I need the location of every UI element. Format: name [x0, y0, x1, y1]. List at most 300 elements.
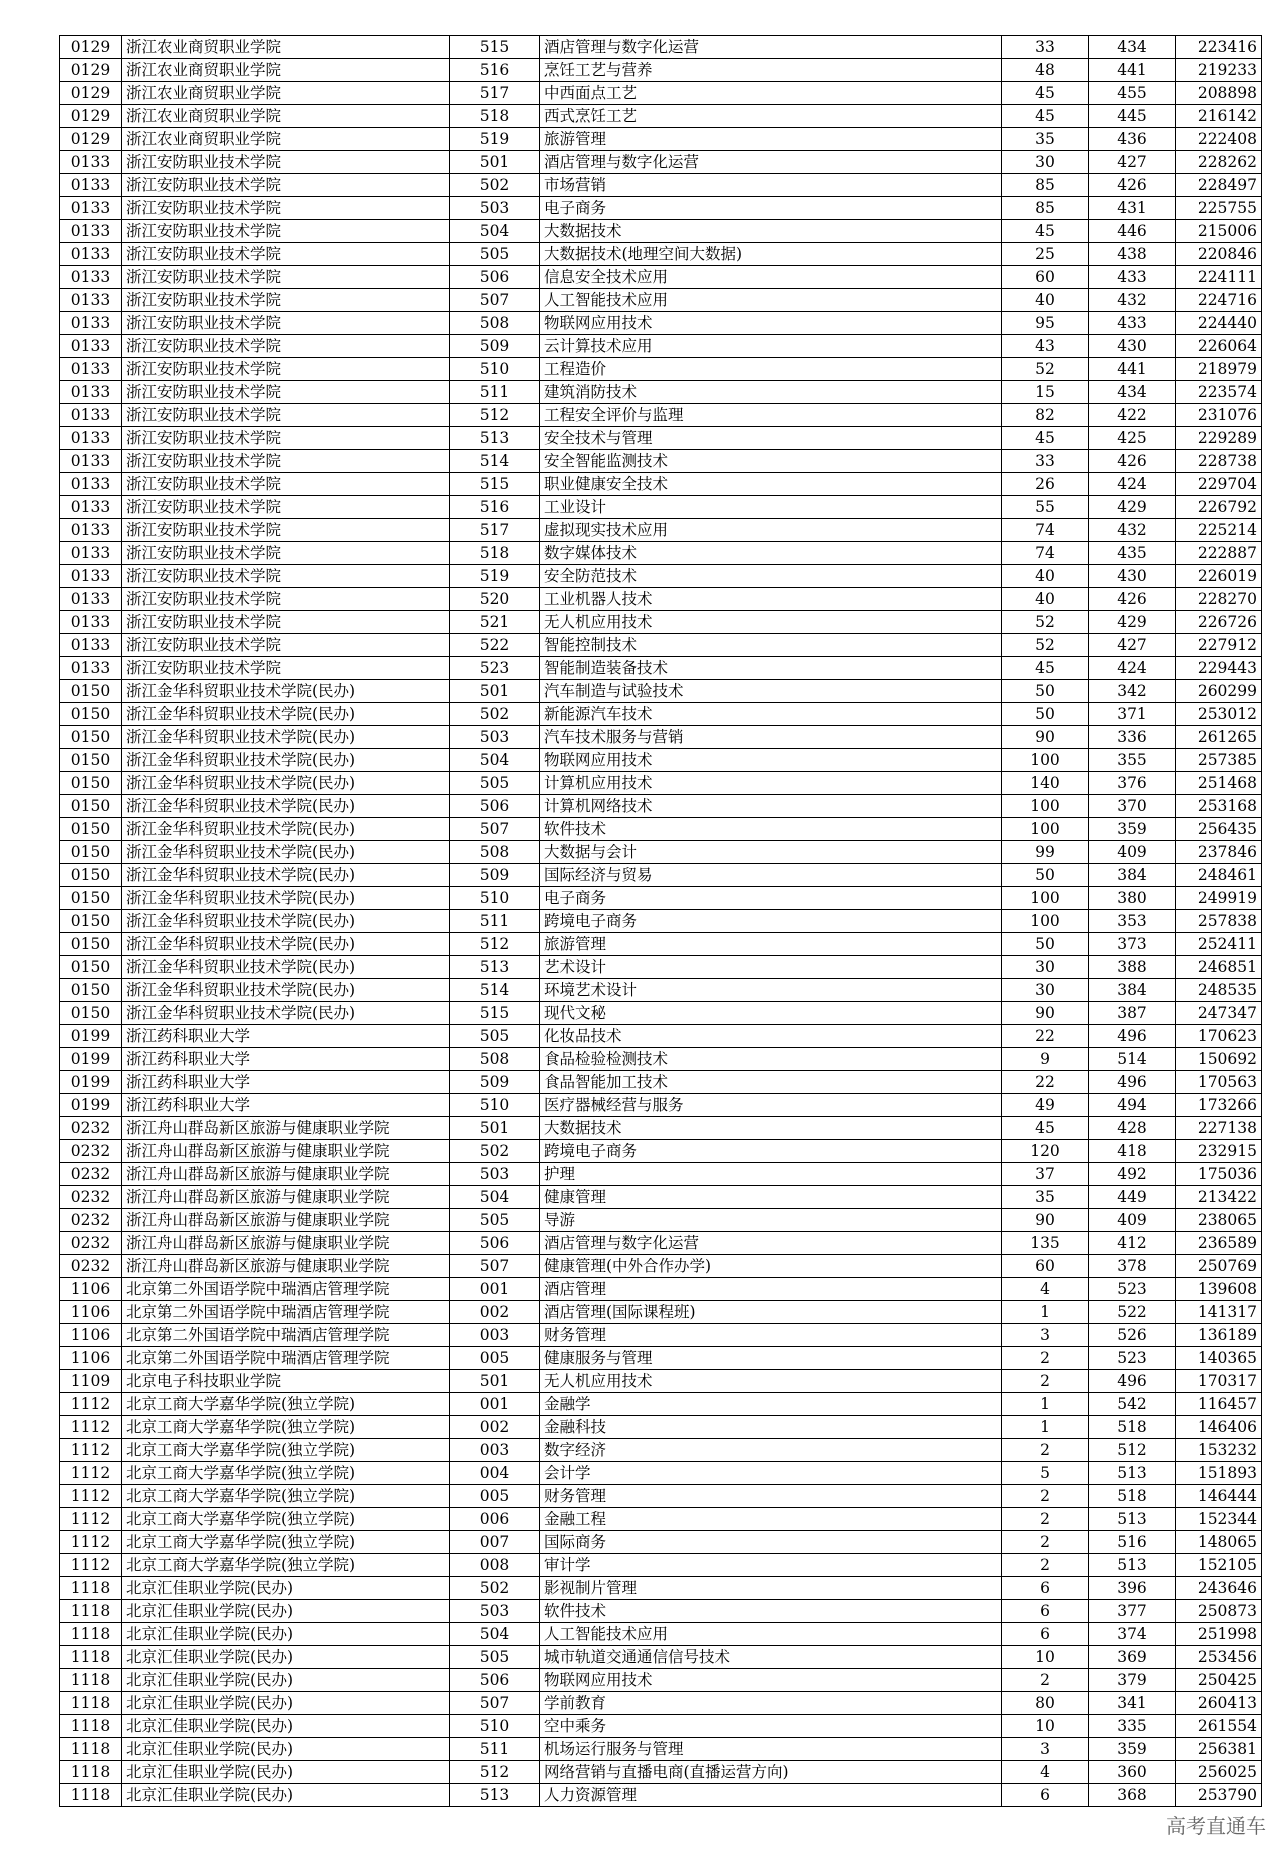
- min-rank-cell: 256435: [1176, 818, 1262, 841]
- school-code-cell: 1106: [60, 1301, 122, 1324]
- table-row: [60, 1025, 1262, 1048]
- table-row: [60, 151, 1262, 174]
- major-name-cell: 机场运行服务与管理: [540, 1738, 1002, 1761]
- plan-count-cell: 90: [1002, 726, 1089, 749]
- school-code-cell: 0133: [60, 542, 122, 565]
- major-name-cell: 酒店管理与数字化运营: [540, 1232, 1002, 1255]
- major-name-cell: 工程造价: [540, 358, 1002, 381]
- school-name-cell: 浙江金华科贸职业技术学院(民办): [122, 818, 450, 841]
- min-rank-cell: 116457: [1176, 1393, 1262, 1416]
- major-code-cell: 510: [450, 1715, 540, 1738]
- school-code-cell: 1112: [60, 1416, 122, 1439]
- min-score-cell: 370: [1089, 795, 1176, 818]
- plan-count-cell: 40: [1002, 289, 1089, 312]
- plan-count-cell: 2: [1002, 1439, 1089, 1462]
- plan-count-cell: 60: [1002, 266, 1089, 289]
- school-code-cell: 1118: [60, 1646, 122, 1669]
- school-name-cell: 北京汇佳职业学院(民办): [122, 1623, 450, 1646]
- major-code-cell: 506: [450, 266, 540, 289]
- school-name-cell: 北京汇佳职业学院(民办): [122, 1715, 450, 1738]
- table-row: [60, 36, 1262, 59]
- major-code-cell: 007: [450, 1531, 540, 1554]
- school-code-cell: 1118: [60, 1738, 122, 1761]
- min-score-cell: 492: [1089, 1163, 1176, 1186]
- table-row: [60, 1646, 1262, 1669]
- table-row: [60, 565, 1262, 588]
- school-name-cell: 浙江舟山群岛新区旅游与健康职业学院: [122, 1163, 450, 1186]
- plan-count-cell: 26: [1002, 473, 1089, 496]
- school-code-cell: 1106: [60, 1324, 122, 1347]
- plan-count-cell: 3: [1002, 1324, 1089, 1347]
- table-row: [60, 864, 1262, 887]
- school-name-cell: 浙江安防职业技术学院: [122, 289, 450, 312]
- min-rank-cell: 151893: [1176, 1462, 1262, 1485]
- major-name-cell: 旅游管理: [540, 933, 1002, 956]
- min-score-cell: 513: [1089, 1462, 1176, 1485]
- major-code-cell: 511: [450, 1738, 540, 1761]
- school-name-cell: 浙江药科职业大学: [122, 1071, 450, 1094]
- plan-count-cell: 10: [1002, 1715, 1089, 1738]
- min-rank-cell: 170623: [1176, 1025, 1262, 1048]
- major-code-cell: 511: [450, 910, 540, 933]
- school-code-cell: 1118: [60, 1669, 122, 1692]
- plan-count-cell: 45: [1002, 427, 1089, 450]
- min-rank-cell: 227912: [1176, 634, 1262, 657]
- min-score-cell: 368: [1089, 1784, 1176, 1807]
- watermark: 高考直通车: [1166, 1814, 1266, 1838]
- major-name-cell: 国际经济与贸易: [540, 864, 1002, 887]
- school-code-cell: 0232: [60, 1117, 122, 1140]
- major-name-cell: 计算机网络技术: [540, 795, 1002, 818]
- major-code-cell: 001: [450, 1393, 540, 1416]
- table-row: [60, 1600, 1262, 1623]
- min-rank-cell: 170563: [1176, 1071, 1262, 1094]
- table-row: [60, 289, 1262, 312]
- school-name-cell: 浙江金华科贸职业技术学院(民办): [122, 979, 450, 1002]
- school-name-cell: 浙江药科职业大学: [122, 1048, 450, 1071]
- plan-count-cell: 85: [1002, 197, 1089, 220]
- min-rank-cell: 251468: [1176, 772, 1262, 795]
- major-code-cell: 501: [450, 1117, 540, 1140]
- school-code-cell: 0133: [60, 312, 122, 335]
- min-rank-cell: 208898: [1176, 82, 1262, 105]
- min-rank-cell: 248535: [1176, 979, 1262, 1002]
- school-code-cell: 1118: [60, 1715, 122, 1738]
- table-row: [60, 1531, 1262, 1554]
- min-rank-cell: 237846: [1176, 841, 1262, 864]
- plan-count-cell: 3: [1002, 1738, 1089, 1761]
- plan-count-cell: 10: [1002, 1646, 1089, 1669]
- school-name-cell: 浙江金华科贸职业技术学院(民办): [122, 703, 450, 726]
- plan-count-cell: 33: [1002, 450, 1089, 473]
- major-name-cell: 酒店管理与数字化运营: [540, 36, 1002, 59]
- min-rank-cell: 152105: [1176, 1554, 1262, 1577]
- major-code-cell: 509: [450, 335, 540, 358]
- major-name-cell: 金融学: [540, 1393, 1002, 1416]
- min-score-cell: 518: [1089, 1485, 1176, 1508]
- plan-count-cell: 2: [1002, 1508, 1089, 1531]
- table-row: [60, 404, 1262, 427]
- school-code-cell: 0129: [60, 59, 122, 82]
- min-score-cell: 378: [1089, 1255, 1176, 1278]
- min-score-cell: 441: [1089, 358, 1176, 381]
- plan-count-cell: 15: [1002, 381, 1089, 404]
- min-score-cell: 434: [1089, 36, 1176, 59]
- min-rank-cell: 219233: [1176, 59, 1262, 82]
- major-name-cell: 人工智能技术应用: [540, 1623, 1002, 1646]
- table-row: [60, 933, 1262, 956]
- major-code-cell: 518: [450, 105, 540, 128]
- plan-count-cell: 74: [1002, 542, 1089, 565]
- min-rank-cell: 229289: [1176, 427, 1262, 450]
- school-name-cell: 浙江农业商贸职业学院: [122, 82, 450, 105]
- plan-count-cell: 100: [1002, 795, 1089, 818]
- table-row: [60, 1577, 1262, 1600]
- table-row: [60, 1416, 1262, 1439]
- major-name-cell: 酒店管理(国际课程班): [540, 1301, 1002, 1324]
- school-code-cell: 0150: [60, 887, 122, 910]
- plan-count-cell: 4: [1002, 1761, 1089, 1784]
- table-row: [60, 1462, 1262, 1485]
- school-code-cell: 0232: [60, 1232, 122, 1255]
- plan-count-cell: 2: [1002, 1485, 1089, 1508]
- table-row: [60, 542, 1262, 565]
- plan-count-cell: 1: [1002, 1301, 1089, 1324]
- school-name-cell: 北京汇佳职业学院(民办): [122, 1646, 450, 1669]
- min-score-cell: 428: [1089, 1117, 1176, 1140]
- min-score-cell: 518: [1089, 1416, 1176, 1439]
- school-name-cell: 北京第二外国语学院中瑞酒店管理学院: [122, 1324, 450, 1347]
- table-row: [60, 1715, 1262, 1738]
- school-name-cell: 北京汇佳职业学院(民办): [122, 1692, 450, 1715]
- major-code-cell: 511: [450, 381, 540, 404]
- min-score-cell: 371: [1089, 703, 1176, 726]
- major-name-cell: 电子商务: [540, 197, 1002, 220]
- min-score-cell: 523: [1089, 1347, 1176, 1370]
- min-rank-cell: 256025: [1176, 1761, 1262, 1784]
- min-score-cell: 376: [1089, 772, 1176, 795]
- major-code-cell: 501: [450, 680, 540, 703]
- school-name-cell: 浙江安防职业技术学院: [122, 381, 450, 404]
- min-score-cell: 369: [1089, 1646, 1176, 1669]
- min-rank-cell: 253456: [1176, 1646, 1262, 1669]
- major-name-cell: 财务管理: [540, 1485, 1002, 1508]
- major-name-cell: 跨境电子商务: [540, 1140, 1002, 1163]
- plan-count-cell: 6: [1002, 1784, 1089, 1807]
- major-name-cell: 数字经济: [540, 1439, 1002, 1462]
- table-row: [60, 1071, 1262, 1094]
- major-code-cell: 512: [450, 1761, 540, 1784]
- min-score-cell: 433: [1089, 266, 1176, 289]
- major-code-cell: 519: [450, 128, 540, 151]
- major-code-cell: 502: [450, 174, 540, 197]
- major-name-cell: 酒店管理与数字化运营: [540, 151, 1002, 174]
- school-code-cell: 1109: [60, 1370, 122, 1393]
- min-rank-cell: 148065: [1176, 1531, 1262, 1554]
- plan-count-cell: 33: [1002, 36, 1089, 59]
- major-code-cell: 519: [450, 565, 540, 588]
- plan-count-cell: 1: [1002, 1416, 1089, 1439]
- plan-count-cell: 2: [1002, 1347, 1089, 1370]
- school-name-cell: 浙江金华科贸职业技术学院(民办): [122, 772, 450, 795]
- major-name-cell: 中西面点工艺: [540, 82, 1002, 105]
- major-name-cell: 无人机应用技术: [540, 1370, 1002, 1393]
- plan-count-cell: 52: [1002, 358, 1089, 381]
- major-name-cell: 计算机应用技术: [540, 772, 1002, 795]
- major-code-cell: 517: [450, 519, 540, 542]
- min-score-cell: 446: [1089, 220, 1176, 243]
- major-name-cell: 健康管理(中外合作办学): [540, 1255, 1002, 1278]
- major-code-cell: 501: [450, 1370, 540, 1393]
- school-name-cell: 浙江安防职业技术学院: [122, 358, 450, 381]
- min-rank-cell: 248461: [1176, 864, 1262, 887]
- school-name-cell: 浙江安防职业技术学院: [122, 197, 450, 220]
- major-name-cell: 汽车制造与试验技术: [540, 680, 1002, 703]
- school-code-cell: 0133: [60, 335, 122, 358]
- major-code-cell: 514: [450, 450, 540, 473]
- school-code-cell: 1106: [60, 1278, 122, 1301]
- plan-count-cell: 9: [1002, 1048, 1089, 1071]
- major-code-cell: 003: [450, 1439, 540, 1462]
- table-row: [60, 1370, 1262, 1393]
- min-rank-cell: 251998: [1176, 1623, 1262, 1646]
- min-score-cell: 496: [1089, 1025, 1176, 1048]
- major-name-cell: 智能制造装备技术: [540, 657, 1002, 680]
- min-rank-cell: 146406: [1176, 1416, 1262, 1439]
- major-code-cell: 510: [450, 358, 540, 381]
- school-code-cell: 0199: [60, 1071, 122, 1094]
- min-rank-cell: 215006: [1176, 220, 1262, 243]
- table-row: [60, 1347, 1262, 1370]
- table-row: [60, 335, 1262, 358]
- school-code-cell: 0133: [60, 266, 122, 289]
- min-rank-cell: 250873: [1176, 1600, 1262, 1623]
- table-row: [60, 795, 1262, 818]
- school-code-cell: 0150: [60, 933, 122, 956]
- school-name-cell: 浙江安防职业技术学院: [122, 473, 450, 496]
- school-name-cell: 浙江金华科贸职业技术学院(民办): [122, 749, 450, 772]
- school-name-cell: 浙江金华科贸职业技术学院(民办): [122, 910, 450, 933]
- school-code-cell: 0133: [60, 243, 122, 266]
- min-rank-cell: 139608: [1176, 1278, 1262, 1301]
- table-row: [60, 243, 1262, 266]
- table-row: [60, 59, 1262, 82]
- min-rank-cell: 261554: [1176, 1715, 1262, 1738]
- min-score-cell: 427: [1089, 634, 1176, 657]
- table-row: [60, 1554, 1262, 1577]
- plan-count-cell: 120: [1002, 1140, 1089, 1163]
- table-row: [60, 1508, 1262, 1531]
- plan-count-cell: 80: [1002, 1692, 1089, 1715]
- plan-count-cell: 100: [1002, 887, 1089, 910]
- table-row: [60, 910, 1262, 933]
- school-code-cell: 0133: [60, 197, 122, 220]
- school-code-cell: 1112: [60, 1439, 122, 1462]
- major-code-cell: 507: [450, 289, 540, 312]
- major-name-cell: 安全智能监测技术: [540, 450, 1002, 473]
- table-row: [60, 1232, 1262, 1255]
- min-rank-cell: 173266: [1176, 1094, 1262, 1117]
- min-rank-cell: 250769: [1176, 1255, 1262, 1278]
- major-name-cell: 金融工程: [540, 1508, 1002, 1531]
- major-code-cell: 505: [450, 243, 540, 266]
- table-row: [60, 174, 1262, 197]
- plan-count-cell: 95: [1002, 312, 1089, 335]
- min-rank-cell: 226792: [1176, 496, 1262, 519]
- school-name-cell: 浙江舟山群岛新区旅游与健康职业学院: [122, 1186, 450, 1209]
- plan-count-cell: 22: [1002, 1025, 1089, 1048]
- major-name-cell: 食品检验检测技术: [540, 1048, 1002, 1071]
- school-name-cell: 浙江安防职业技术学院: [122, 634, 450, 657]
- major-code-cell: 006: [450, 1508, 540, 1531]
- major-name-cell: 汽车技术服务与营销: [540, 726, 1002, 749]
- major-name-cell: 国际商务: [540, 1531, 1002, 1554]
- min-rank-cell: 260299: [1176, 680, 1262, 703]
- major-name-cell: 大数据技术: [540, 220, 1002, 243]
- plan-count-cell: 6: [1002, 1577, 1089, 1600]
- major-code-cell: 518: [450, 542, 540, 565]
- min-rank-cell: 222408: [1176, 128, 1262, 151]
- min-rank-cell: 226019: [1176, 565, 1262, 588]
- school-name-cell: 北京工商大学嘉华学院(独立学院): [122, 1393, 450, 1416]
- table-row: [60, 749, 1262, 772]
- school-name-cell: 北京电子科技职业学院: [122, 1370, 450, 1393]
- major-code-cell: 503: [450, 197, 540, 220]
- min-score-cell: 542: [1089, 1393, 1176, 1416]
- min-score-cell: 429: [1089, 496, 1176, 519]
- school-code-cell: 0150: [60, 818, 122, 841]
- school-name-cell: 浙江安防职业技术学院: [122, 542, 450, 565]
- plan-count-cell: 37: [1002, 1163, 1089, 1186]
- major-code-cell: 507: [450, 1692, 540, 1715]
- school-code-cell: 0150: [60, 910, 122, 933]
- school-name-cell: 北京工商大学嘉华学院(独立学院): [122, 1508, 450, 1531]
- table-row: [60, 128, 1262, 151]
- school-code-cell: 1118: [60, 1623, 122, 1646]
- table-row: [60, 1623, 1262, 1646]
- table-row: [60, 450, 1262, 473]
- school-name-cell: 北京汇佳职业学院(民办): [122, 1784, 450, 1807]
- min-rank-cell: 260413: [1176, 1692, 1262, 1715]
- major-name-cell: 无人机应用技术: [540, 611, 1002, 634]
- school-code-cell: 1112: [60, 1485, 122, 1508]
- school-code-cell: 0133: [60, 473, 122, 496]
- plan-count-cell: 43: [1002, 335, 1089, 358]
- plan-count-cell: 100: [1002, 910, 1089, 933]
- major-name-cell: 物联网应用技术: [540, 749, 1002, 772]
- school-code-cell: 0150: [60, 726, 122, 749]
- major-code-cell: 515: [450, 36, 540, 59]
- major-code-cell: 503: [450, 1163, 540, 1186]
- min-score-cell: 360: [1089, 1761, 1176, 1784]
- school-name-cell: 浙江舟山群岛新区旅游与健康职业学院: [122, 1232, 450, 1255]
- table-row: [60, 611, 1262, 634]
- major-name-cell: 健康服务与管理: [540, 1347, 1002, 1370]
- major-code-cell: 503: [450, 1600, 540, 1623]
- min-rank-cell: 141317: [1176, 1301, 1262, 1324]
- major-name-cell: 软件技术: [540, 818, 1002, 841]
- school-code-cell: 1112: [60, 1554, 122, 1577]
- major-code-cell: 516: [450, 496, 540, 519]
- min-rank-cell: 261265: [1176, 726, 1262, 749]
- plan-count-cell: 60: [1002, 1255, 1089, 1278]
- school-name-cell: 浙江药科职业大学: [122, 1025, 450, 1048]
- school-name-cell: 浙江安防职业技术学院: [122, 266, 450, 289]
- table-row: [60, 1163, 1262, 1186]
- table-row: [60, 1784, 1262, 1807]
- plan-count-cell: 135: [1002, 1232, 1089, 1255]
- min-score-cell: 429: [1089, 611, 1176, 634]
- table-row: [60, 680, 1262, 703]
- school-code-cell: 1112: [60, 1508, 122, 1531]
- min-rank-cell: 170317: [1176, 1370, 1262, 1393]
- school-name-cell: 浙江安防职业技术学院: [122, 151, 450, 174]
- school-name-cell: 浙江安防职业技术学院: [122, 427, 450, 450]
- school-code-cell: 0150: [60, 956, 122, 979]
- school-code-cell: 0150: [60, 864, 122, 887]
- school-code-cell: 1118: [60, 1692, 122, 1715]
- min-rank-cell: 250425: [1176, 1669, 1262, 1692]
- major-name-cell: 导游: [540, 1209, 1002, 1232]
- school-name-cell: 北京工商大学嘉华学院(独立学院): [122, 1462, 450, 1485]
- min-rank-cell: 224716: [1176, 289, 1262, 312]
- school-code-cell: 1118: [60, 1600, 122, 1623]
- min-score-cell: 396: [1089, 1577, 1176, 1600]
- school-name-cell: 浙江安防职业技术学院: [122, 220, 450, 243]
- major-code-cell: 508: [450, 1048, 540, 1071]
- school-name-cell: 浙江安防职业技术学院: [122, 174, 450, 197]
- school-name-cell: 浙江农业商贸职业学院: [122, 36, 450, 59]
- school-code-cell: 0133: [60, 588, 122, 611]
- major-code-cell: 005: [450, 1485, 540, 1508]
- school-name-cell: 浙江安防职业技术学院: [122, 450, 450, 473]
- min-score-cell: 342: [1089, 680, 1176, 703]
- min-rank-cell: 153232: [1176, 1439, 1262, 1462]
- school-code-cell: 1106: [60, 1347, 122, 1370]
- major-code-cell: 506: [450, 1232, 540, 1255]
- min-score-cell: 433: [1089, 312, 1176, 335]
- plan-count-cell: 45: [1002, 82, 1089, 105]
- school-name-cell: 浙江舟山群岛新区旅游与健康职业学院: [122, 1117, 450, 1140]
- major-code-cell: 523: [450, 657, 540, 680]
- table-row: [60, 473, 1262, 496]
- plan-count-cell: 2: [1002, 1669, 1089, 1692]
- min-rank-cell: 227138: [1176, 1117, 1262, 1140]
- major-code-cell: 521: [450, 611, 540, 634]
- school-code-cell: 0232: [60, 1186, 122, 1209]
- major-code-cell: 508: [450, 312, 540, 335]
- major-name-cell: 护理: [540, 1163, 1002, 1186]
- major-name-cell: 影视制片管理: [540, 1577, 1002, 1600]
- major-code-cell: 508: [450, 841, 540, 864]
- major-name-cell: 环境艺术设计: [540, 979, 1002, 1002]
- min-rank-cell: 223574: [1176, 381, 1262, 404]
- school-name-cell: 北京汇佳职业学院(民办): [122, 1669, 450, 1692]
- school-name-cell: 浙江舟山群岛新区旅游与健康职业学院: [122, 1255, 450, 1278]
- table-row: [60, 1669, 1262, 1692]
- school-code-cell: 0150: [60, 979, 122, 1002]
- min-score-cell: 449: [1089, 1186, 1176, 1209]
- school-code-cell: 0199: [60, 1025, 122, 1048]
- major-code-cell: 520: [450, 588, 540, 611]
- plan-count-cell: 2: [1002, 1370, 1089, 1393]
- school-name-cell: 浙江舟山群岛新区旅游与健康职业学院: [122, 1209, 450, 1232]
- min-rank-cell: 223416: [1176, 36, 1262, 59]
- school-name-cell: 浙江安防职业技术学院: [122, 588, 450, 611]
- school-name-cell: 北京第二外国语学院中瑞酒店管理学院: [122, 1347, 450, 1370]
- min-rank-cell: 231076: [1176, 404, 1262, 427]
- major-code-cell: 510: [450, 1094, 540, 1117]
